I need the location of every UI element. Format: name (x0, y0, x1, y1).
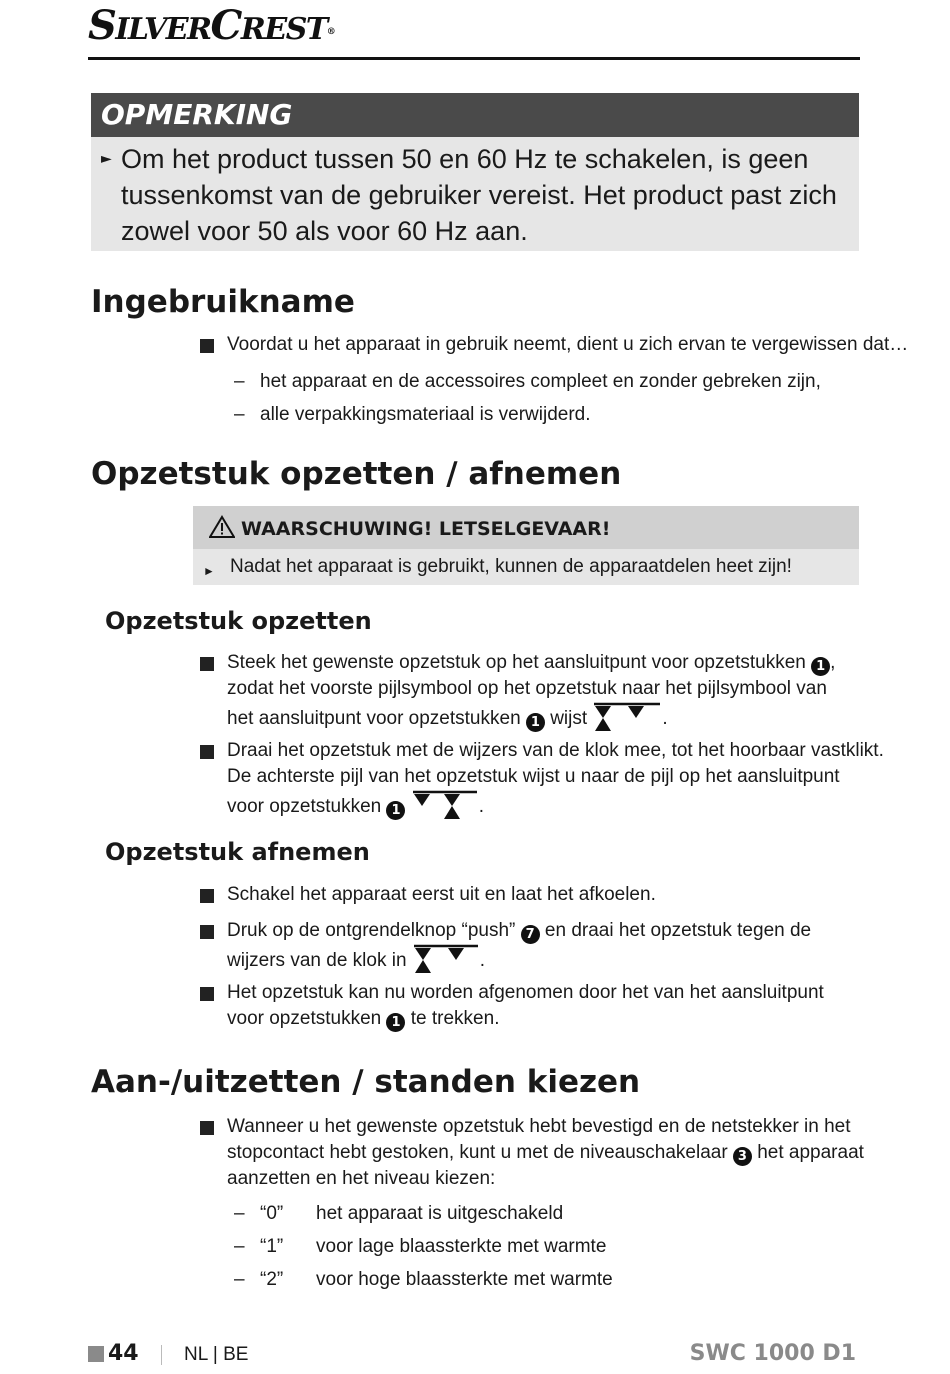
note-header (91, 93, 859, 137)
list-item: Het opzetstuk kan nu worden afgenomen door het van het aansluitpunt voor opzetstukken 1 te trekken. (200, 980, 860, 1034)
note-body (91, 137, 859, 251)
warning-header (193, 506, 859, 549)
bullet-square-icon (200, 925, 214, 939)
list-item: Wanneer u het gewenste opzetstuk hebt bevestigd en de netstekker in het stopcontact hebt gestoken, kunt u met de niveauschakelaar 3 het apparaat aanzetten en het niveau kiezen: (200, 1114, 860, 1194)
part-number-badge: 1 (811, 657, 830, 676)
section-title-opzetstuk: Opzetstuk opzetten / afnemen (91, 456, 622, 492)
part-number-badge: 1 (386, 801, 405, 820)
warning-triangle-icon (209, 515, 235, 539)
list-item: Steek het gewenste opzetstuk op het aansluitpunt voor opzetstukken 1 , zodat het voorste pijlsymbool op het opzetstuk naar het pijlsymbool van het aansluitpunt voor opzetstukken 1 wijst . (200, 650, 860, 730)
language-label: NL | BE (184, 1344, 249, 1365)
list-item: – het apparaat en de accessoires compleet en zonder gebreken zijn, (234, 371, 821, 392)
subsection-title-afnemen: Opzetstuk afnemen (105, 838, 370, 866)
part-number-badge: 3 (733, 1147, 752, 1166)
warning-text: Nadat het apparaat is gebruikt, kunnen de apparaatdelen heet zijn! (230, 556, 792, 577)
part-number-badge: 1 (526, 713, 545, 732)
bullet-square-icon (200, 1121, 214, 1135)
note-title: OPMERKING (101, 98, 293, 131)
list-item: – “1” voor lage blaassterkte met warmte (234, 1236, 607, 1257)
page-number: 44 (108, 1341, 139, 1366)
warning-title: WAARSCHUWING! LETSELGEVAAR! (241, 518, 611, 540)
warning-body (193, 549, 859, 585)
note-text: Om het product tussen 50 en 60 Hz te schakelen, is geen tussenkomst van de gebruiker vereist. Het product past zich zowel voor 50 als voor 60 Hz aan. (121, 144, 837, 246)
bullet-square-icon (200, 987, 214, 1001)
brand-logo: SILVERCREST® (88, 2, 335, 49)
list-item: Druk op de ontgrendelknop “push” 7 en draai het opzetstuk tegen de wijzers van de klok in . (200, 918, 860, 972)
arrow-alignment-symbol-icon (411, 790, 479, 822)
section-title-ingebruikname: Ingebruikname (91, 284, 355, 320)
footer-square-icon (88, 1346, 104, 1362)
bullet-square-icon (200, 745, 214, 759)
part-number-badge: 7 (521, 925, 540, 944)
arrow-right-icon: ► (203, 564, 215, 578)
arrow-right-icon: ► (101, 151, 112, 167)
arrow-alignment-symbol-icon (592, 702, 662, 734)
list-item: – “2” voor hoge blaassterkte met warmte (234, 1269, 613, 1290)
bullet-square-icon (200, 339, 214, 353)
list-item: Draai het opzetstuk met de wijzers van de klok mee, tot het hoorbaar vastklikt. De achterste pijl van het opzetstuk wijst u naar de pijl op het aansluitpunt voor opzetstukken 1 . (200, 738, 860, 818)
part-number-badge: 1 (386, 1013, 405, 1032)
section-title-aan-uitzetten: Aan-/uitzetten / standen kiezen (91, 1064, 641, 1100)
list-item: Schakel het apparaat eerst uit en laat het afkoelen. (200, 882, 860, 908)
list-item: – alle verpakkingsmateriaal is verwijderd. (234, 404, 591, 425)
divider (161, 1345, 162, 1365)
list-item: – “0” het apparaat is uitgeschakeld (234, 1203, 564, 1224)
bullet-square-icon (200, 889, 214, 903)
model-number: SWC 1000 D1 (689, 1341, 856, 1366)
bullet-square-icon (200, 657, 214, 671)
arrow-alignment-symbol-icon (412, 944, 480, 976)
header-rule (88, 57, 860, 60)
subsection-title-opzetten: Opzetstuk opzetten (105, 607, 372, 635)
